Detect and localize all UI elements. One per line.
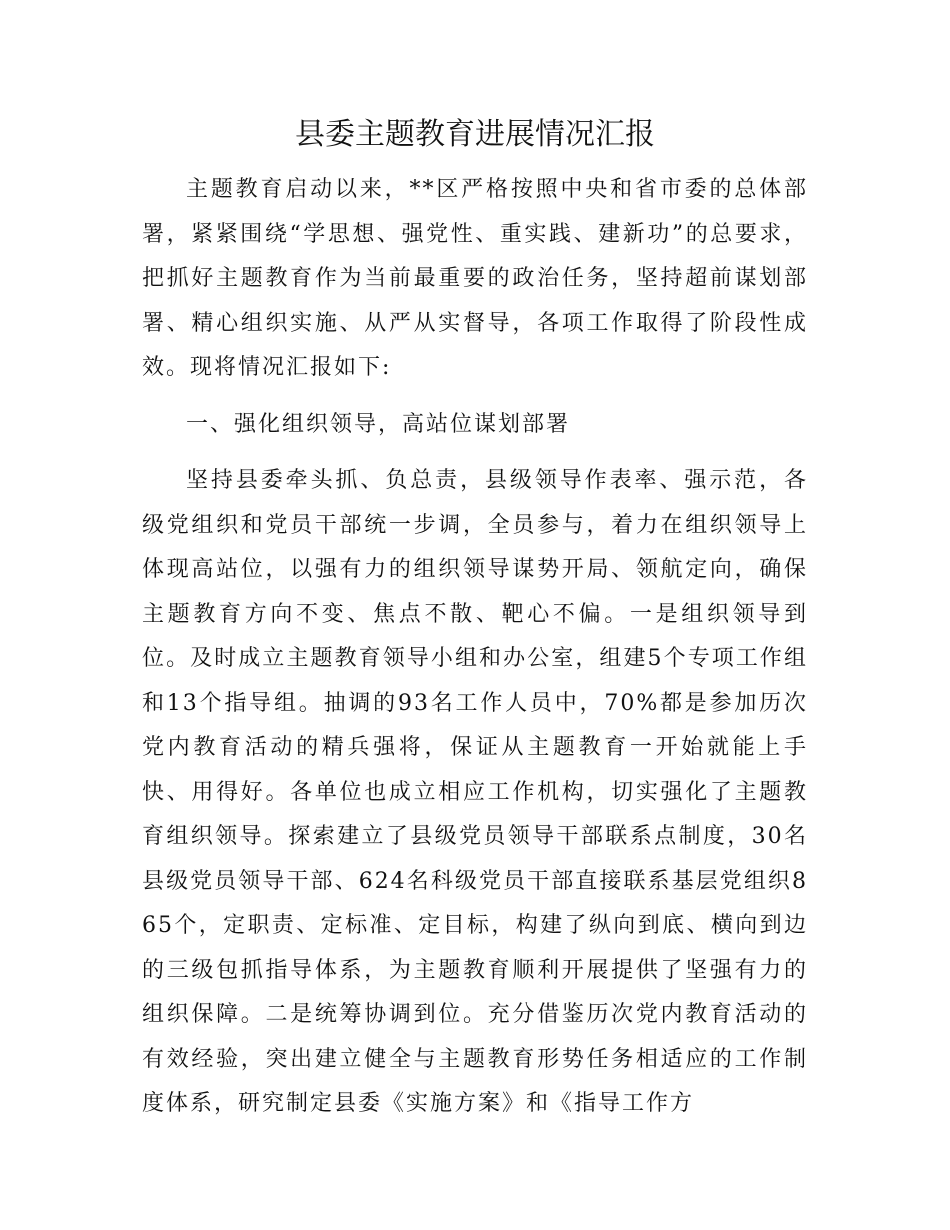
section-heading: 一、强化组织领导，高站位谋划部署 — [186, 411, 571, 437]
body-paragraph: 坚持县委牵头抓、负总责，县级领导作表率、强示范，各级党组织和党员干部统一步调，全员参与，着力在组织领导上体现高站位，以强有力的组织领导谋势开局、领航定向，确保主题教育方向不变、焦点不散、靶心不偏。一是组织领导到位。及时成立主题教育领导小组和办公室，组建5个专项工作组和13个指导组。抽调的93名工作人员中，70%都是参加历次党内教育活动的精兵强将，保证从主题教育一开始就能上手快、用得好。各单位也成立相应工作机构，切实强化了主题教育组织领导。探索建立了县级党员领导干部联系点制度，30名县级党员领导干部、624名科级党员干部直接联系基层党组织865个，定职责、定标准、定目标，构建了纵向到底、横向到边的三级包抓指导体系，为主题教育顺利开展提供了坚强有力的组织保障。二是统筹协调到位。充分借鉴历次党内教育活动的有效经验，突出建立健全与主题教育形势任务相适应的工作制度体系，研究制定县委《实施方案》和《指导工作方 — [142, 468, 808, 1116]
intro-paragraph: 主题教育启动以来，**区严格按照中央和省市委的总体部署，紧紧围绕“学思想、强党性、重实践、建新功”的总要求，把抓好主题教育作为当前最重要的政治任务，坚持超前谋划部署、精心组织实施、从严从实督导，各项工作取得了阶段性成效。现将情况汇报如下: — [142, 177, 808, 380]
document-title: 县委主题教育进展情况汇报 — [295, 117, 655, 152]
document-body — [142, 168, 808, 1127]
